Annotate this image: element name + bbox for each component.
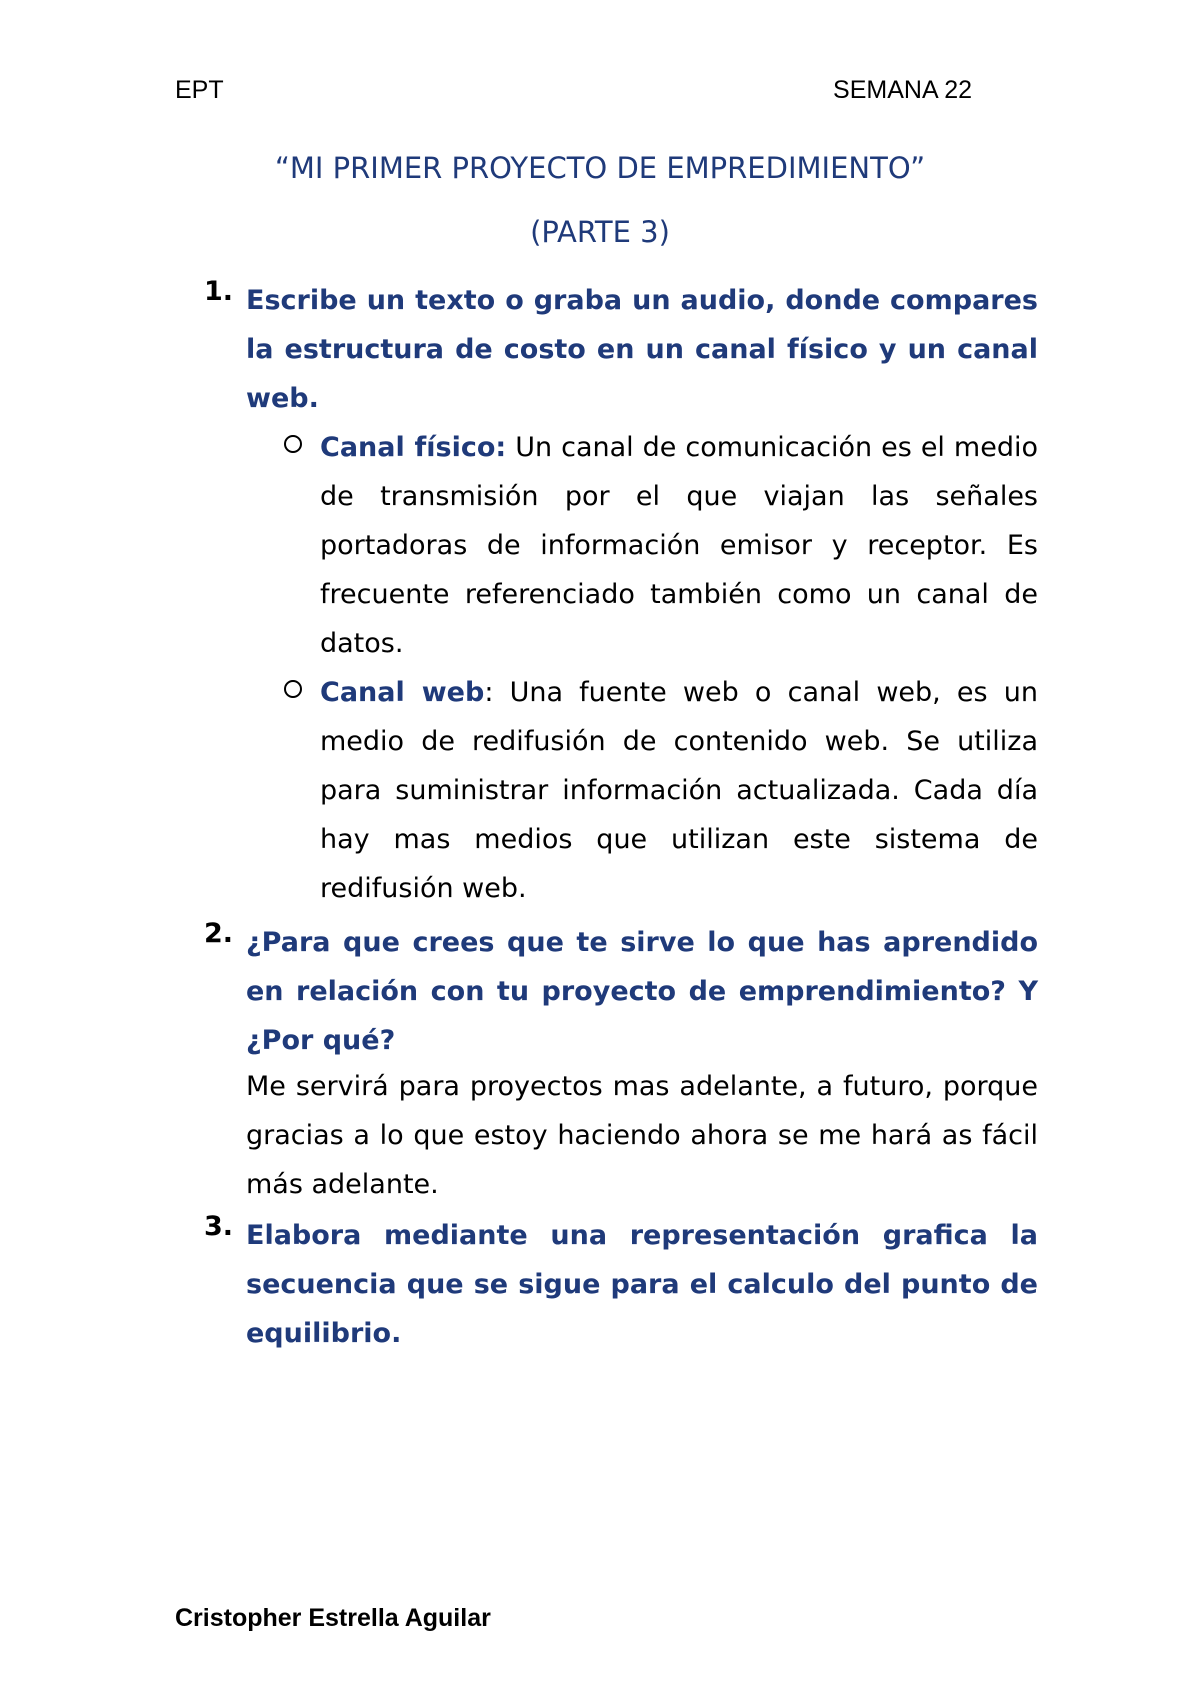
bullet-text: Un canal de comunicación es el medio de transmisión por el que viajan las señales portadoras de información emisor y receptor. Es frecuente referenciado también como un canal de datos.: [320, 432, 1039, 659]
question-3: [204, 1211, 1038, 1358]
question-number: 3.: [204, 1211, 234, 1242]
answer-text: Me servirá para proyectos mas adelante, a futuro, porque gracias a lo que estoy haciendo ahora se me hará as fácil más adelante.: [246, 1071, 1038, 1200]
question-text: ¿Para que crees que te sirve lo que has aprendido en relación con tu proyecto de emprendimiento? Y ¿Por qué?: [246, 927, 1038, 1056]
question-text: Escribe un texto o graba un audio, donde compares la estructura de costo en un canal físico y un canal web.: [246, 285, 1038, 414]
question-number: 2.: [204, 918, 234, 949]
bullet-item-canal-fisico: [284, 423, 1038, 668]
bullet-label: Canal web: [320, 677, 485, 708]
document-subtitle: (PARTE 3): [530, 215, 670, 249]
header-week: SEMANA 22: [833, 76, 972, 104]
bullet-list: [284, 668, 1038, 913]
bullet-label: Canal físico:: [320, 432, 507, 463]
question-1: [204, 276, 1038, 423]
bullet-list: [284, 423, 1038, 668]
footer-author: Cristopher Estrella Aguilar: [175, 1604, 491, 1632]
hollow-circle-bullet-icon: [284, 680, 302, 698]
question-2: [204, 918, 1038, 1065]
bullet-item-canal-web: [284, 668, 1038, 913]
question-text: Elabora mediante una representación grafica la secuencia que se sigue para el calculo del punto de equilibrio.: [246, 1220, 1038, 1349]
bullet-text: : Una fuente web o canal web, es un medio de redifusión de contenido web. Se utiliza para suministrar información actualizada. Cada día hay mas medios que utilizan este sistema de redifusión web.: [320, 677, 1038, 904]
header-subject: EPT: [175, 76, 224, 104]
question-number: 1.: [204, 276, 234, 307]
hollow-circle-bullet-icon: [284, 435, 302, 453]
document-title: “MI PRIMER PROYECTO DE EMPREDIMIENTO”: [274, 151, 926, 185]
